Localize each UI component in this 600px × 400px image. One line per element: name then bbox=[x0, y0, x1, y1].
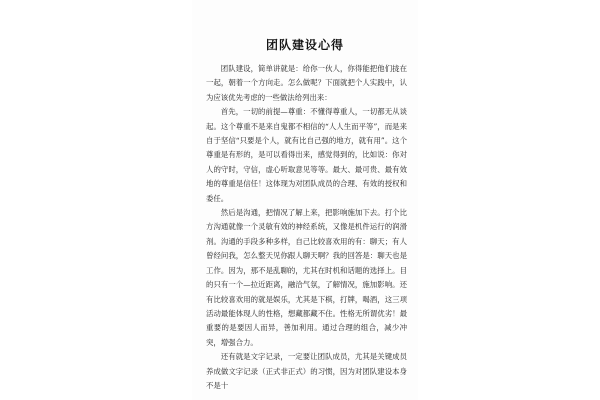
document-title: 团队建设心得 bbox=[265, 38, 344, 52]
paragraph-communication: 然后是沟通，把情况了解上来，把影响施加下去。打个比方沟通就像一个灵敏有效的神经系统，又像是机件运行的润滑剂。沟通的手段多种多样，自己比较喜欢用的有：聊天；有人曾经问我，怎么整天见你跟人聊天啊？我的回答是：聊天也是工作。因为，那不是乱聊的，尤其在时机和话题的选择上。目的只有一个—拉近距离，融洽气氛，了解情况，施加影响。还有比较喜欢用的就是娱乐，尤其是下棋，打牌，喝酒，这三项活动最能体现人的性格，想藏都藏不住。性格无所谓优劣！最重要的是要因人而异，善加利用。通过合理的组合，减少冲突，增强合力。 bbox=[206, 208, 407, 347]
document-body bbox=[206, 62, 407, 393]
paragraph-respect: 首先，一切的前提—尊重：不懂得尊重人，一切都无从谈起。这个尊重不是来自鬼都不相信的“人人生而平等”，而是来自于坚信“只要是个人，就有比自己强的地方，就有用”。这个尊重是有形的，是可以看得出来，感觉得到的，比如说：你对人的守时，守信，虚心听取意见等等。最大、最可贵、最有效地的尊重是信任！这体现为对团队成员的合理、有效的授权和委任。 bbox=[206, 107, 407, 203]
paragraph-written-records: 还有就是文字记录，一定要让团队成员，尤其是关键成员养成做文字记录（正式非正式）的习惯，因为对团队建设本身不是十 bbox=[206, 352, 407, 390]
paragraph-intro: 团队建设，简单讲就是：给你一伙人，你得能把他们拢在一起，朝着一个方向走。怎么做呢？下面就把个人实践中，认为应该优先考虑的一些做法给列出来： bbox=[206, 64, 407, 102]
document-page bbox=[192, 0, 418, 400]
